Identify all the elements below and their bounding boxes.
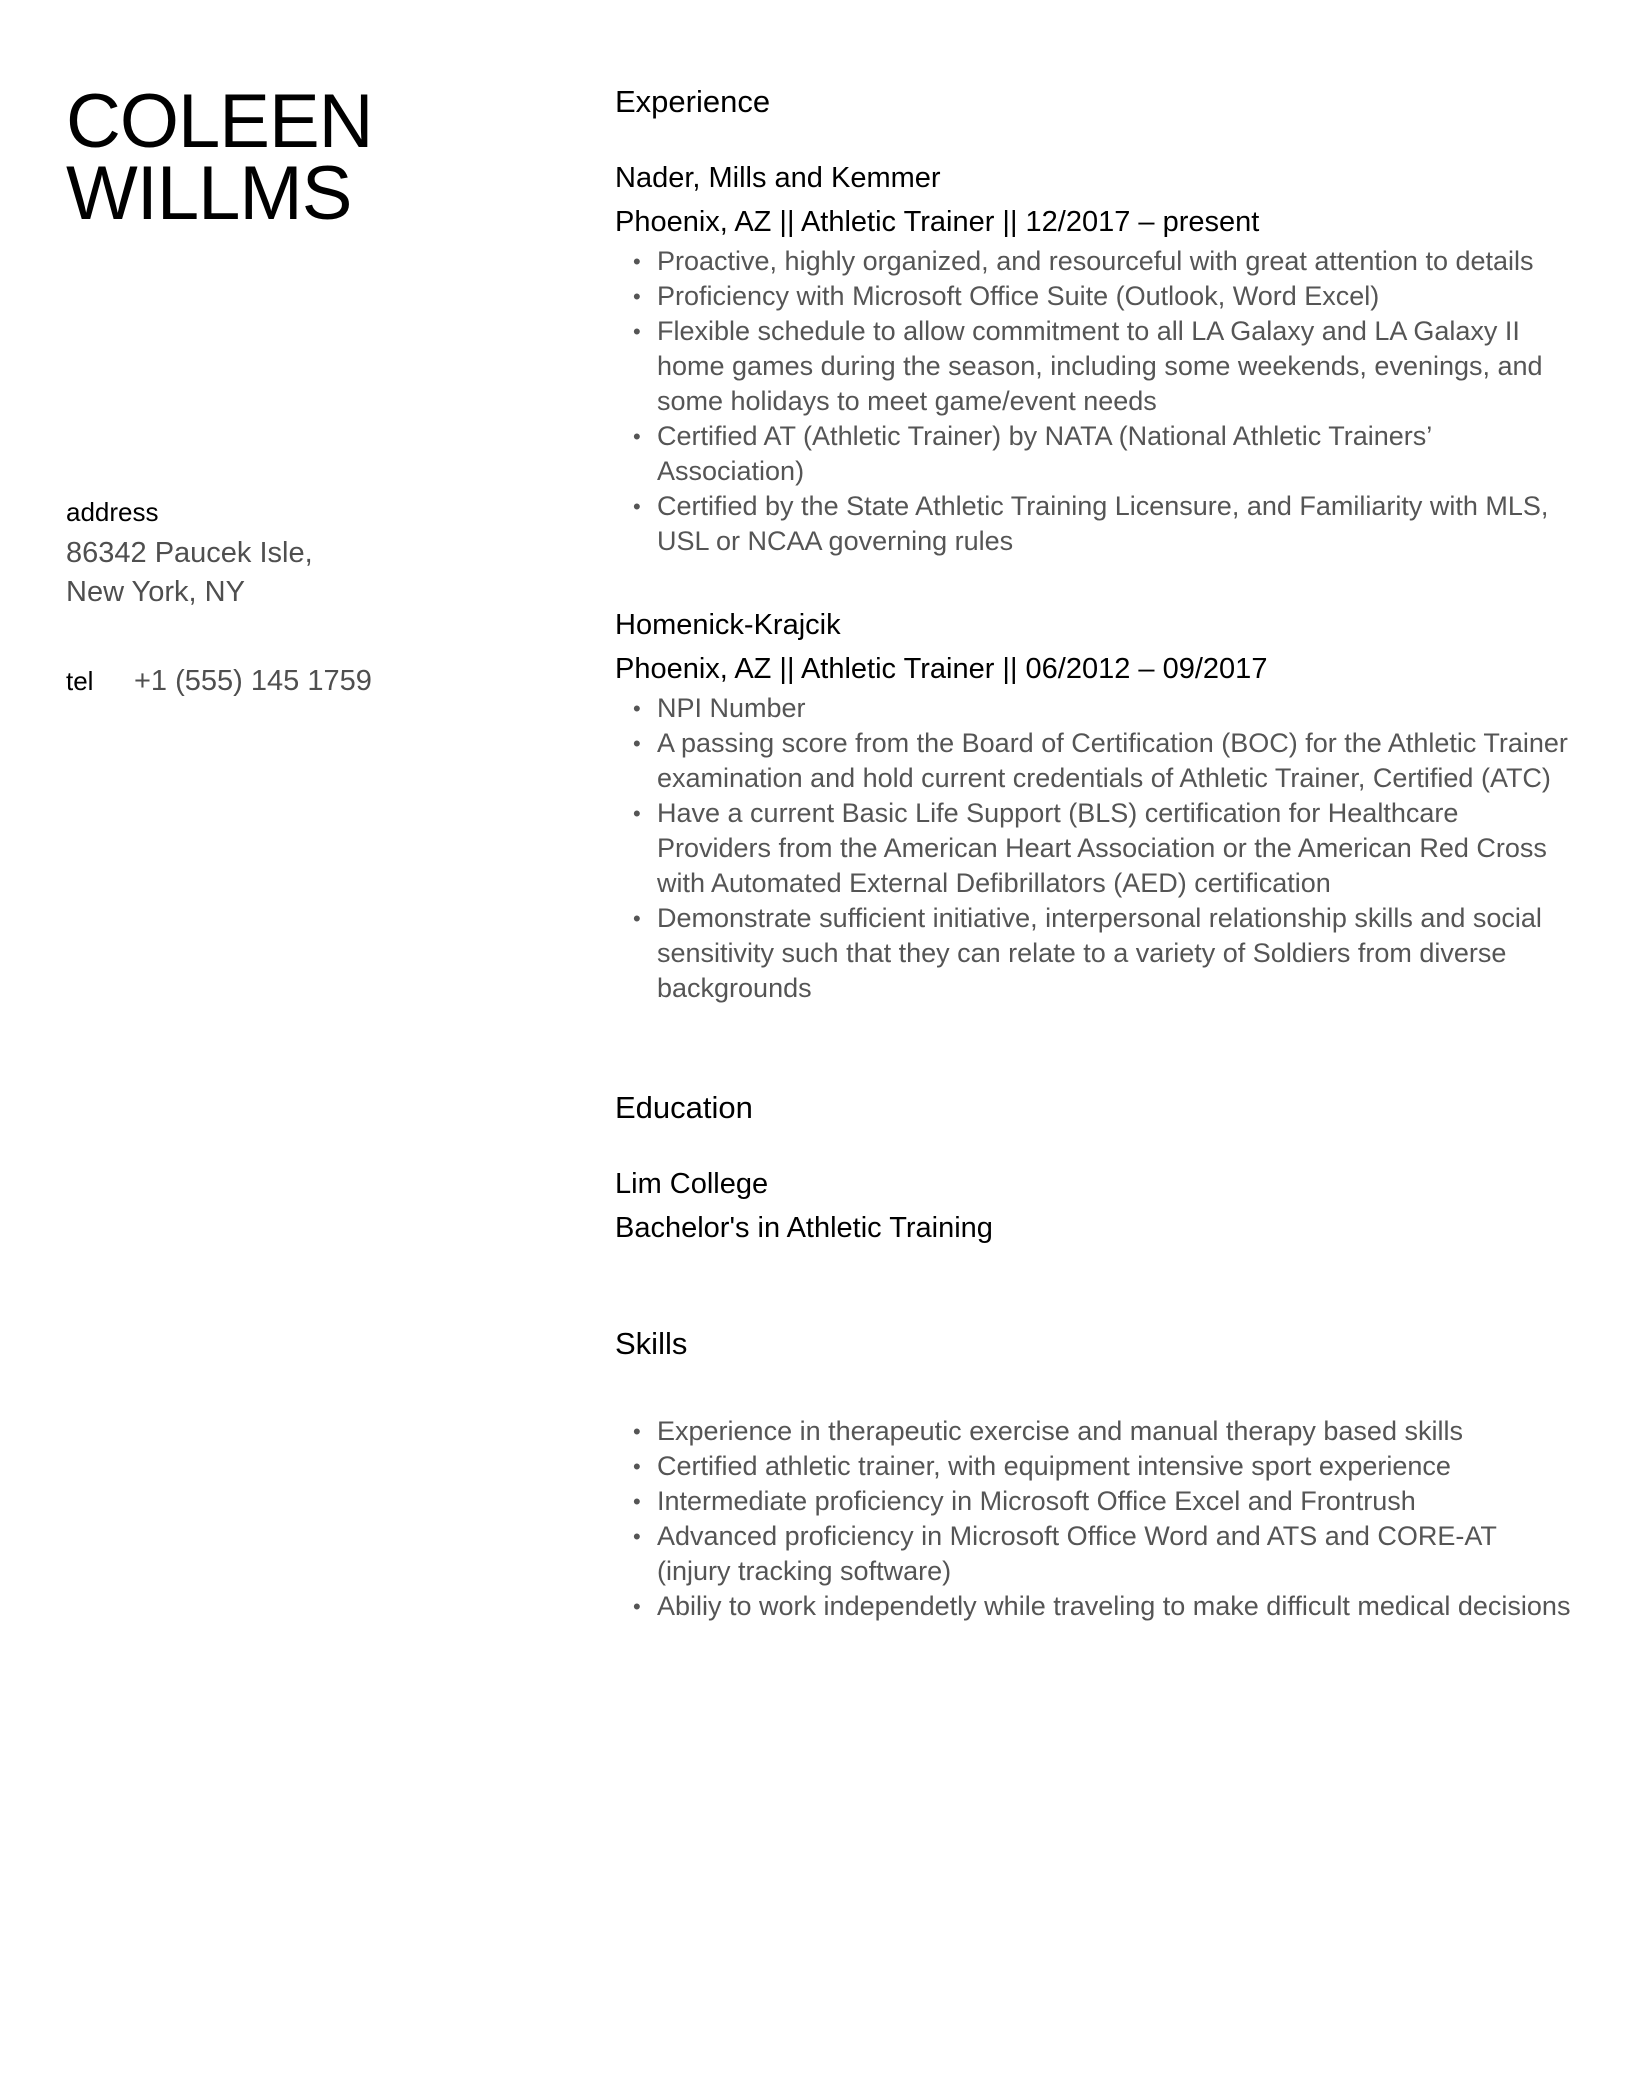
job-entry — [615, 607, 1575, 1006]
skill-text: Intermediate proficiency in Microsoft Office Excel and Frontrush — [657, 1486, 1416, 1516]
bullet-icon: • — [633, 731, 641, 756]
education-title: Education — [615, 1090, 753, 1125]
bullet-icon: • — [633, 424, 641, 449]
list-item — [615, 279, 1575, 314]
tel-block — [66, 665, 546, 698]
list-item — [615, 419, 1575, 489]
candidate-name — [66, 79, 546, 236]
bullet-icon: • — [633, 1489, 641, 1514]
list-item — [615, 314, 1575, 419]
last-name: WILLMS — [66, 151, 352, 236]
address-block — [66, 497, 546, 612]
bullet-icon: • — [633, 494, 641, 519]
job-meta: Phoenix, AZ || Athletic Trainer || 12/2017 – present — [615, 206, 1260, 238]
bullet-text: A passing score from the Board of Certification (BOC) for the Athletic Trainer examination and hold current credentials of Athletic Trainer, Certified (ATC) — [657, 728, 1568, 793]
bullet-text: NPI Number — [657, 693, 806, 723]
bullet-icon: • — [633, 284, 641, 309]
education-degree: Bachelor's in Athletic Training — [615, 1212, 993, 1244]
list-item — [615, 1484, 1575, 1519]
job-company: Homenick-Krajcik — [615, 609, 841, 641]
main-column — [615, 82, 1575, 1624]
list-item — [615, 691, 1575, 726]
experience-title: Experience — [615, 84, 771, 119]
education-school: Lim College — [615, 1168, 769, 1200]
skill-text: Abiliy to work independetly while traveling to make difficult medical decisions — [657, 1591, 1571, 1621]
list-item — [615, 244, 1575, 279]
job-entry — [615, 160, 1575, 559]
skills-list — [615, 1414, 1575, 1624]
bullet-text: Proficiency with Microsoft Office Suite (Outlook, Word Excel) — [657, 281, 1380, 311]
bullet-icon: • — [633, 801, 641, 826]
list-item — [615, 1519, 1575, 1589]
bullet-text: Flexible schedule to allow commitment to all LA Galaxy and LA Galaxy II home games during the season, including some weekends, evenings, and some holidays to meet game/event needs — [657, 316, 1543, 416]
bullet-icon: • — [633, 319, 641, 344]
job-bullets — [615, 691, 1575, 1006]
job-company: Nader, Mills and Kemmer — [615, 162, 941, 194]
tel-label: tel — [66, 666, 94, 696]
skill-text: Experience in therapeutic exercise and manual therapy based skills — [657, 1416, 1463, 1446]
experience-section — [615, 82, 1575, 1006]
first-name: COLEEN — [66, 79, 373, 164]
bullet-text: Certified AT (Athletic Trainer) by NATA (National Athletic Trainers’ Association) — [657, 421, 1432, 486]
list-item — [615, 1589, 1575, 1624]
bullet-text: Proactive, highly organized, and resourceful with great attention to details — [657, 246, 1534, 276]
list-item — [615, 489, 1575, 559]
education-section — [615, 1088, 1575, 1246]
bullet-icon: • — [633, 1454, 641, 1479]
list-item — [615, 1449, 1575, 1484]
list-item — [615, 901, 1575, 1006]
skills-title: Skills — [615, 1326, 688, 1361]
tel-value: +1 (555) 145 1759 — [134, 665, 372, 697]
bullet-icon: • — [633, 1419, 641, 1444]
job-bullets — [615, 244, 1575, 559]
bullet-icon: • — [633, 696, 641, 721]
job-meta: Phoenix, AZ || Athletic Trainer || 06/2012 – 09/2017 — [615, 653, 1268, 685]
address-label: address — [66, 497, 159, 527]
name-block — [66, 79, 546, 236]
bullet-icon: • — [633, 1594, 641, 1619]
skill-text: Certified athletic trainer, with equipment intensive sport experience — [657, 1451, 1451, 1481]
skill-text: Advanced proficiency in Microsoft Office Word and ATS and CORE-AT (injury tracking software) — [657, 1521, 1497, 1586]
address-line-1: 86342 Paucek Isle, — [66, 537, 313, 569]
skills-section — [615, 1324, 1575, 1624]
address-line-2: New York, NY — [66, 576, 245, 608]
bullet-icon: • — [633, 1524, 641, 1549]
bullet-text: Have a current Basic Life Support (BLS) certification for Healthcare Providers from the American Heart Association or the American Red Cross with Automated External Defibrillators (AED) certification — [657, 798, 1547, 898]
bullet-icon: • — [633, 249, 641, 274]
bullet-text: Demonstrate sufficient initiative, interpersonal relationship skills and social sensitivity such that they can relate to a variety of Soldiers from diverse backgrounds — [657, 903, 1542, 1003]
bullet-text: Certified by the State Athletic Training Licensure, and Familiarity with MLS, USL or NCAA governing rules — [657, 491, 1549, 556]
bullet-icon: • — [633, 906, 641, 931]
list-item — [615, 726, 1575, 796]
list-item — [615, 1414, 1575, 1449]
list-item — [615, 796, 1575, 901]
